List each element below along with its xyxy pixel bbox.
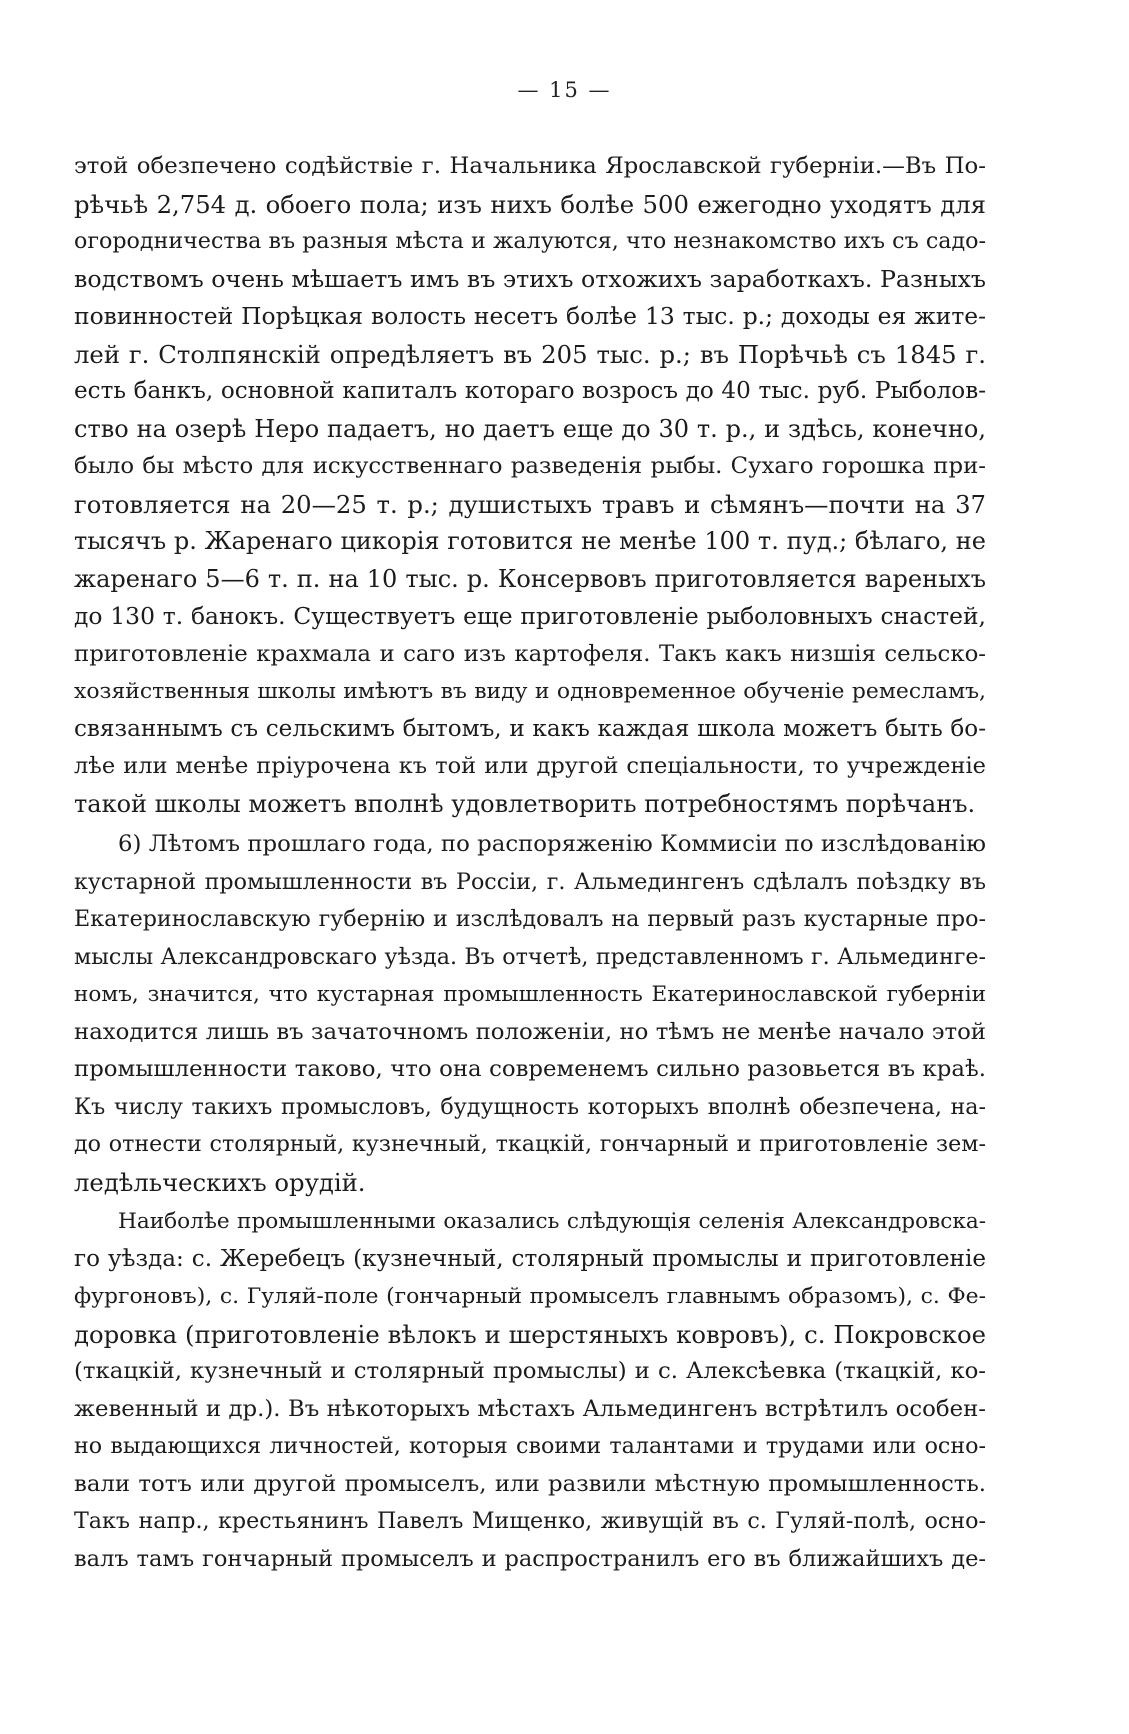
text-line: номъ, значится, что кустарная промышленность Екатеринославской губерніи (74, 982, 986, 1007)
paragraph-1 (74, 148, 986, 823)
text-line: находится лишь въ зачаточномъ положеніи, но тѣмъ не менѣе начало этой (74, 1018, 986, 1045)
text-line: ство на озерѣ Неро падаетъ, но даетъ еще до 30 т. р., и здѣсь, конечно, (74, 414, 986, 443)
text-line: го уѣзда: с. Жеребецъ (кузнечный, столярный промыслы и приготовленіе (74, 1245, 986, 1272)
text-line: Такъ напр., крестьянинъ Павелъ Мищенко, живущій въ с. Гуляй-полѣ, осно- (74, 1508, 986, 1534)
text-line: до 130 т. банокъ. Существуетъ еще приготовленіе рыболовныхъ снастей, (74, 602, 986, 630)
text-line: кустарной промышленности въ Россіи, г. Альмедингенъ сдѣлалъ поѣздку въ (74, 868, 986, 895)
text-line: мыслы Александровскаго уѣзда. Въ отчетѣ, представленномъ г. Альмединге- (74, 943, 986, 970)
page-number: — 15 — (517, 78, 612, 102)
text-line: было бы мѣсто для искусственнаго разведенія рыбы. Сухаго горошка при- (74, 453, 986, 479)
text-line: промышленности таково, что она современемъ сильно разовьется въ краѣ. (74, 1056, 986, 1082)
text-line: есть банкъ, основной капиталъ котораго возросъ до 40 тыс. руб. Рыболов- (74, 378, 986, 404)
text-line: 6) Лѣтомъ прошлаго года, по распоряженію Коммисіи по изслѣдованію (118, 831, 986, 857)
text-line: жаренаго 5—6 т. п. на 10 тыс. р. Консервовъ приготовляется вареныхъ (74, 564, 986, 593)
text-line: лѣе или менѣе пріурочена къ той или другой спеціальности, то учрежденіе (74, 753, 986, 779)
text-line: лей г. Столпянскій опредѣляетъ въ 205 тыс. р.; въ Порѣчьѣ съ 1845 г. (74, 339, 986, 369)
text-line: повинностей Порѣцкая волость несетъ болѣе 13 тыс. р.; доходы ея жите- (74, 302, 986, 330)
text-line: Къ числу такихъ промысловъ, будущность которыхъ вполнѣ обезпечена, на- (74, 1093, 986, 1120)
text-line: огородничества въ разныя мѣста и жалуются, что незнакомство ихъ съ садо- (74, 228, 986, 254)
text-line: рѣчьѣ 2,754 д. обоего пола; изъ нихъ болѣе 500 ежегодно уходятъ для (74, 189, 986, 219)
text-line: доровка (приготовленіе вѣлокъ и шерстяныхъ ковровъ), с. Покровское (74, 1319, 986, 1349)
text-line: фургоновъ), с. Гуляй-поле (гончарный промыселъ главнымъ образомъ), с. Фе- (74, 1284, 986, 1309)
text-line: Наиболѣе промышленными оказались слѣдующія селенія Александровска- (118, 1209, 986, 1234)
paragraph-2 (74, 826, 986, 1201)
text-line: хозяйственныя школы имѣютъ въ виду и одновременное обученіе ремесламъ, (74, 679, 986, 704)
paragraph-3 (74, 1203, 986, 1578)
text-line: валъ тамъ гончарный промыселъ и распространилъ его въ ближайшихъ де- (74, 1545, 986, 1572)
text-line: тысячъ р. Жаренаго цикорія готовится не менѣе 100 т. пуд.; бѣлаго, не (74, 527, 986, 555)
text-line: водствомъ очень мѣшаетъ имъ въ этихъ отхожихъ заработкахъ. Разныхъ (74, 264, 986, 293)
text-line: готовляется на 20—25 т. р.; душистыхъ травъ и сѣмянъ—почти на 37 (74, 489, 986, 519)
text-line: этой обезпечено содѣйствіе г. Начальника Ярославской губерніи.—Въ По- (74, 153, 986, 179)
text-line: жевенный и др.). Въ нѣкоторыхъ мѣстахъ Альмедингенъ встрѣтилъ особен- (74, 1395, 986, 1422)
text-line: но выдающихся личностей, которыя своими талантами и трудами или осно- (74, 1433, 986, 1459)
text-line: приготовленіе крахмала и саго изъ картофеля. Такъ какъ низшія сельско- (74, 640, 986, 667)
text-line: Екатеринославскую губернію и изслѣдовалъ на первый разъ кустарные про- (74, 906, 986, 932)
text-line: (ткацкій, кузнечный и столярный промыслы) и с. Алексѣевка (ткацкій, ко- (74, 1358, 986, 1384)
text-line: вали тотъ или другой промыселъ, или развили мѣстную промышленность. (74, 1470, 986, 1497)
text-line: до отнести столярный, кузнечный, ткацкій, гончарный и приготовленіе зем- (74, 1131, 986, 1157)
text-line: ледѣльческихъ орудій. (74, 1167, 366, 1197)
text-line: связаннымъ съ сельскимъ бытомъ, и какъ каждая школа можетъ быть бо- (74, 715, 986, 742)
text-line: такой школы можетъ вполнѣ удовлетворить потребностямъ порѣчанъ. (74, 789, 976, 818)
